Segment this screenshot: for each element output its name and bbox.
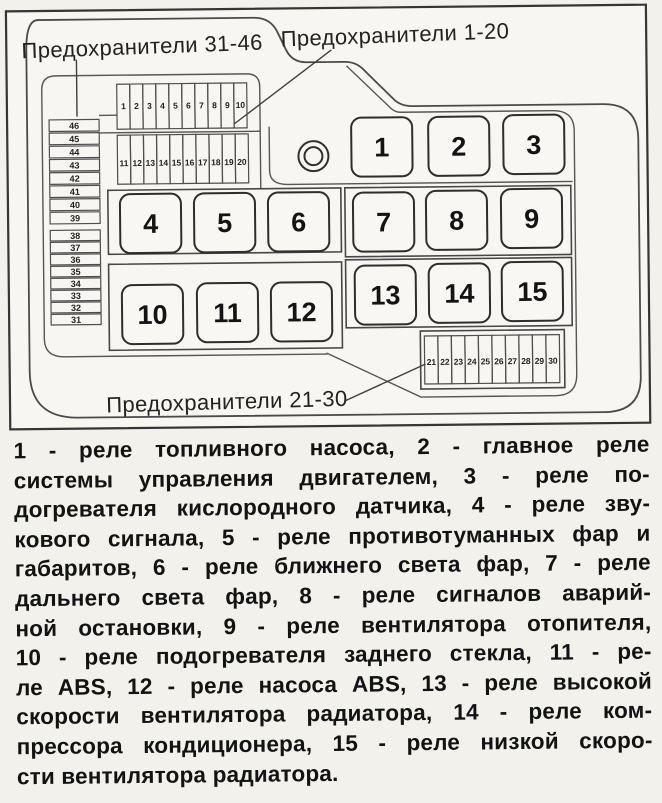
legend-line: габаритов, 6 - реле ближнего света фар, 7 - реле: [15, 548, 651, 584]
fuse-column-number: 43: [69, 160, 79, 170]
relay-legend: [13, 430, 653, 792]
fuse-column-number: 44: [69, 147, 79, 157]
fuse-column-number: 42: [70, 174, 80, 184]
fuse-slot-number: 11: [119, 158, 128, 168]
relay-number: 14: [444, 278, 474, 308]
fuse-column-number: 46: [69, 121, 79, 131]
fuse-slot-number: 24: [467, 356, 477, 366]
fuse-slot-number: 26: [494, 356, 504, 366]
fuse-slot-number: 10: [236, 100, 246, 110]
pointer-31-46: [76, 60, 77, 117]
relay-number: 2: [451, 132, 466, 162]
legend-line: 10 - реле подогревателя заднего стекла, 11 - ре-: [16, 637, 652, 673]
relay-number: 6: [291, 207, 306, 237]
fuse-slot-number: 15: [172, 158, 182, 168]
fuse-slot-number: 7: [199, 100, 204, 110]
fuse-slot-number: 23: [454, 357, 464, 367]
label-fuses-31-46: Предохранители 31-46: [21, 30, 263, 64]
fuse-column-number: 38: [70, 231, 80, 241]
fuse-slot-number: 25: [481, 356, 491, 366]
fuse-slot-number: 18: [211, 157, 221, 167]
fuse-column-number: 34: [71, 279, 81, 289]
fuse-slot-number: 20: [237, 157, 247, 167]
fuse-slot-number: 12: [132, 158, 142, 168]
fuse-column-number: 40: [70, 200, 80, 210]
fuse-column-number: 35: [71, 267, 81, 277]
fuse-slot-number: 30: [548, 356, 558, 366]
relay-number: 4: [143, 209, 158, 239]
fuse-column-number: 32: [71, 303, 81, 313]
relay-number: 8: [449, 206, 464, 236]
fuse-column-number: 31: [71, 315, 81, 325]
legend-line: ной остановки, 9 - реле вентилятора отопителя,: [15, 607, 651, 643]
fuse-slot-number: 21: [427, 357, 437, 367]
fuse-column-number: 45: [69, 134, 79, 144]
fuse-slot-number: 4: [160, 101, 165, 111]
fuse-slot-number: 14: [159, 158, 169, 168]
fuse-slot-number: 19: [224, 157, 234, 167]
fuse-slot-number: 9: [225, 100, 230, 110]
legend-line: кового сигнала, 5 - реле противотуманных фар и: [14, 518, 650, 554]
fuse-column-number: 41: [70, 187, 80, 197]
fuse-slot-number: 5: [173, 101, 178, 111]
relay-number: 13: [370, 280, 400, 310]
legend-line: догревателя кислородного датчика, 4 - реле зву-: [14, 489, 650, 525]
fuse-column-number: 37: [70, 243, 80, 253]
legend-line: дальнего света фар, 8 - реле сигналов аварий-: [15, 578, 651, 614]
fuse-slot-number: 16: [185, 157, 195, 167]
relay-number: 5: [217, 208, 232, 238]
legend-line: ле ABS, 12 - реле насоса ABS, 13 - реле высокой: [16, 666, 652, 702]
relay-number: 3: [526, 130, 541, 160]
fuse-column-number: 33: [71, 291, 81, 301]
relay-number: 15: [517, 277, 547, 307]
fuse-slot-number: 2: [134, 101, 139, 111]
fuse-slot-number: 29: [535, 356, 545, 366]
legend-line: системы управления двигателем, 3 - реле по-: [14, 459, 650, 495]
fuse-slot-number: 6: [186, 100, 191, 110]
label-fuses-21-30: Предохранители 21-30: [106, 386, 348, 418]
relay-number: 1: [374, 132, 389, 162]
legend-line: 1 - реле топливного насоса, 2 - главное реле: [13, 430, 649, 466]
fuse-slot-number: 3: [147, 101, 152, 111]
relay-number: 10: [137, 300, 167, 330]
legend-line: прессора кондиционера, 15 - реле низкой скоро-: [16, 726, 652, 762]
relay-number: 7: [376, 207, 391, 237]
fuse-slot-number: 22: [440, 357, 450, 367]
relay-number: 9: [524, 204, 539, 234]
label-fuses-1-20: Предохранители 1-20: [280, 18, 510, 51]
fuse-column-number: 36: [70, 255, 80, 265]
fuse-slot-number: 1: [121, 101, 126, 111]
legend-line: сти вентилятора радиатора.: [17, 755, 653, 791]
relay-number: 12: [286, 297, 316, 327]
fuse-slot-number: 17: [198, 157, 208, 167]
legend-line: скорости вентилятора радиатора, 14 - реле ком-: [16, 696, 652, 732]
fuse-slot-number: 27: [508, 356, 518, 366]
fuse-slot-number: 13: [146, 158, 156, 168]
relay-number: 11: [213, 298, 242, 328]
fuse-slot-number: 28: [521, 356, 531, 366]
fuse-column-number: 39: [70, 213, 80, 223]
fuse-slot-number: 8: [212, 100, 217, 110]
